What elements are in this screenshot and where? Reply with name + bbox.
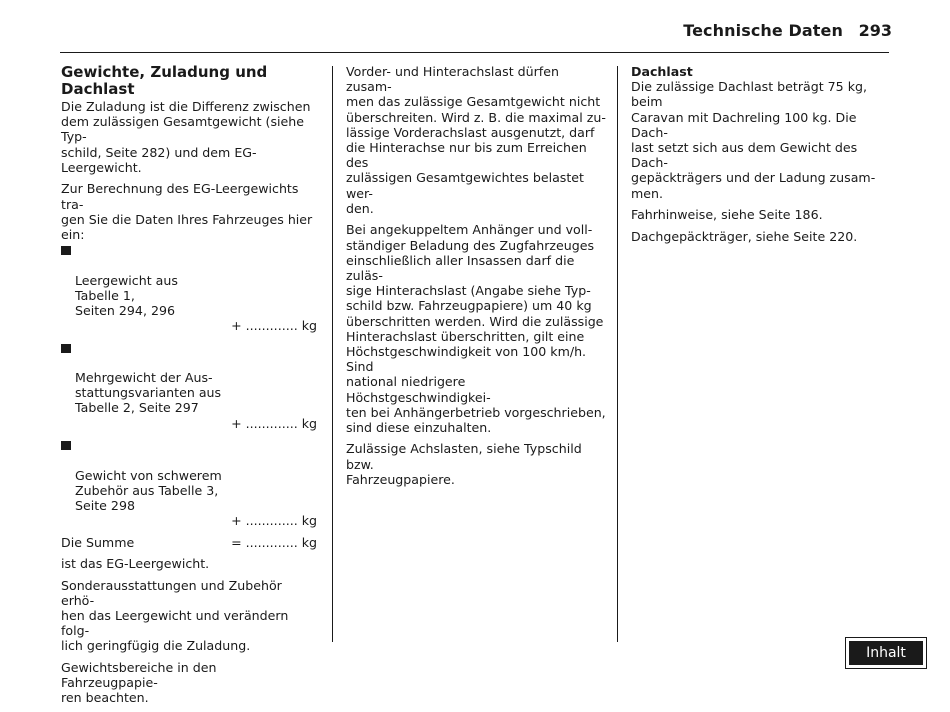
axle-reference-paragraph: Zulässige Achslasten, siehe Typschild bzw. Fahrzeugpapiere. (346, 441, 582, 487)
square-bullet-icon (61, 441, 71, 450)
list-item (61, 242, 317, 333)
driving-tips-link-text: Fahrhinweise, siehe Seite 186. (631, 207, 823, 223)
list-item-text: Leergewicht aus Tabelle 1, Seiten 294, 296 (75, 272, 178, 318)
amount-field: + ............. kg (231, 415, 317, 431)
right-column (631, 64, 893, 250)
weight-ranges-paragraph: Gewichtsbereiche in den Fahrzeugpapie- ren beachten. (61, 659, 217, 706)
list-item-text: Mehrgewicht der Aus- stattungsvarianten aus Tabelle 2, Seite 297 (75, 370, 222, 416)
sum-row (61, 535, 317, 550)
trailer-paragraph: Bei angekuppeltem Anhänger und voll- ständiger Beladung des Zugfahrzeuges einschließlich aller Insassen darf die zuläs- sige Hinterachslast (Angabe siehe Typ- schild bzw. Fahrzeugpapiere) um 40 kg überschritten werden. Wird die zulässige Hinterachslast überschritten, gilt eine Höchstgeschwindigkeit von 100 km/h. Sind national niedrigere Höchstgeschwindigkei- ten bei Anhängerbetrieb vorgeschrieben, sind diese einzuhalten. (346, 222, 606, 435)
sum-result-text: ist das EG-Leergewicht. (61, 556, 210, 572)
amount-field: + ............. kg (231, 318, 317, 334)
section-title: Technische Daten (683, 21, 843, 40)
square-bullet-icon (61, 246, 71, 255)
page-number: 293 (858, 21, 892, 40)
amount-field: + ............. kg (231, 513, 317, 529)
column-divider (332, 66, 333, 642)
list-item-text: Gewicht von schwerem Zubehör aus Tabelle 3, Seite 298 (75, 467, 222, 513)
middle-column (346, 64, 608, 493)
left-column (61, 64, 317, 712)
roof-rack-link-text: Dachgepäckträger, siehe Seite 220. (631, 228, 858, 244)
special-equipment-paragraph: Sonderausstattungen und Zubehör erhö- hen das Leergewicht und verändern folg- lich geringfügig die Zuladung. (61, 577, 289, 654)
list-item (61, 437, 317, 528)
roof-load-heading: Dachlast (631, 64, 693, 79)
roof-load-paragraph: Die zulässige Dachlast beträgt 75 kg, beim Caravan mit Dachreling 100 kg. Die Dach- last setzt sich aus dem Gewicht des Dach- gepäckträgers und der Ladung zusam- men. (631, 79, 876, 201)
axle-load-paragraph: Vorder- und Hinterachslast dürfen zusam- men das zulässige Gesamtgewicht nicht überschreiten. Wird z. B. die maximal zu- lässige Vorderachslast ausgenutzt, darf die Hinterachse nur bis zum Erreichen des zulässigen Gesamtgewichtes belastet wer- den. (346, 64, 606, 216)
section-heading: Gewichte, Zuladung und Dachlast (61, 63, 268, 98)
column-divider (617, 66, 618, 642)
contents-button[interactable] (845, 637, 927, 669)
square-bullet-icon (61, 344, 71, 353)
header-divider (60, 52, 889, 53)
sum-amount-field: = ............. kg (231, 534, 317, 550)
list-item (61, 340, 317, 431)
calc-intro-paragraph: Zur Berechnung des EG-Leergewichts tra- gen Sie die Daten Ihres Fahrzeuges hier ein: (61, 181, 313, 242)
intro-paragraph: Die Zuladung ist die Differenz zwischen dem zulässigen Gesamtgewicht (siehe Typ- schild, Seite 282) und dem EG-Leergewicht. (61, 99, 311, 175)
sum-label: Die Summe (61, 534, 135, 550)
contents-button-label: Inhalt (849, 641, 923, 665)
